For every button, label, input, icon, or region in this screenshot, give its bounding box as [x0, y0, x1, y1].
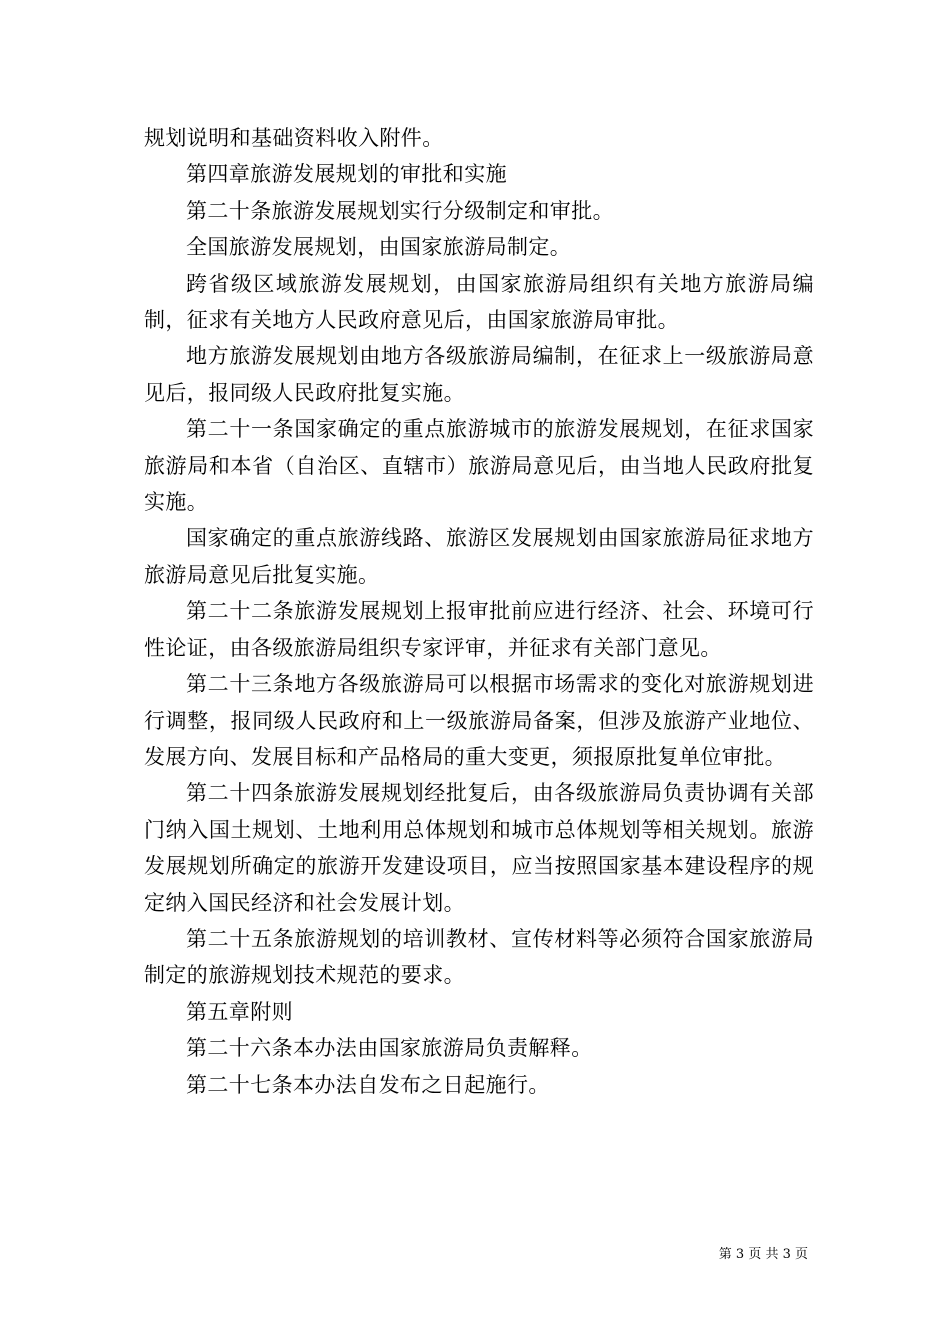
- article-23: 第二十三条地方各级旅游局可以根据市场需求的变化对旅游规划进行调整，报同级人民政府和上一级旅游局备案，但涉及旅游产业地位、发展方向、发展目标和产品格局的重大变更，须报原批复单位审批。: [144, 672, 814, 769]
- paragraph-continuation: 规划说明和基础资料收入附件。: [144, 126, 444, 150]
- chapter-heading-4: 第四章旅游发展规划的审批和实施: [186, 162, 507, 187]
- article-24: 第二十四条旅游发展规划经批复后，由各级旅游局负责协调有关部门纳入国土规划、土地利用总体规划和城市总体规划等相关规划。旅游发展规划所确定的旅游开发建设项目，应当按照国家基本建设程序的规定纳入国民经济和社会发展计划。: [144, 781, 814, 915]
- document-body: [144, 120, 814, 1103]
- article-26: 第二十六条本办法由国家旅游局负责解释。: [186, 1036, 593, 1061]
- chapter-heading-5: 第五章附则: [186, 999, 293, 1024]
- paragraph-national-plan: 全国旅游发展规划，由国家旅游局制定。: [186, 235, 572, 260]
- article-20: 第二十条旅游发展规划实行分级制定和审批。: [186, 198, 614, 223]
- paragraph-cross-province-plan: 跨省级区域旅游发展规划，由国家旅游局组织有关地方旅游局编制，征求有关地方人民政府意见后，由国家旅游局审批。: [144, 271, 814, 333]
- article-27: 第二十七条本办法自发布之日起施行。: [186, 1072, 550, 1097]
- article-25: 第二十五条旅游规划的培训教材、宣传材料等必须符合国家旅游局制定的旅游规划技术规范的要求。: [144, 926, 814, 988]
- paragraph-local-plan: 地方旅游发展规划由地方各级旅游局编制，在征求上一级旅游局意见后，报同级人民政府批复实施。: [144, 344, 814, 405]
- paragraph-key-routes: 国家确定的重点旅游线路、旅游区发展规划由国家旅游局征求地方旅游局意见后批复实施。: [144, 526, 814, 587]
- article-21: 第二十一条国家确定的重点旅游城市的旅游发展规划，在征求国家旅游局和本省（自治区、直辖市）旅游局意见后，由当地人民政府批复实施。: [144, 417, 814, 515]
- page-number-footer: 第 3 页 共 3 页: [718, 1247, 808, 1262]
- article-22: 第二十二条旅游发展规划上报审批前应进行经济、社会、环境可行性论证，由各级旅游局组织专家评审，并征求有关部门意见。: [144, 599, 814, 660]
